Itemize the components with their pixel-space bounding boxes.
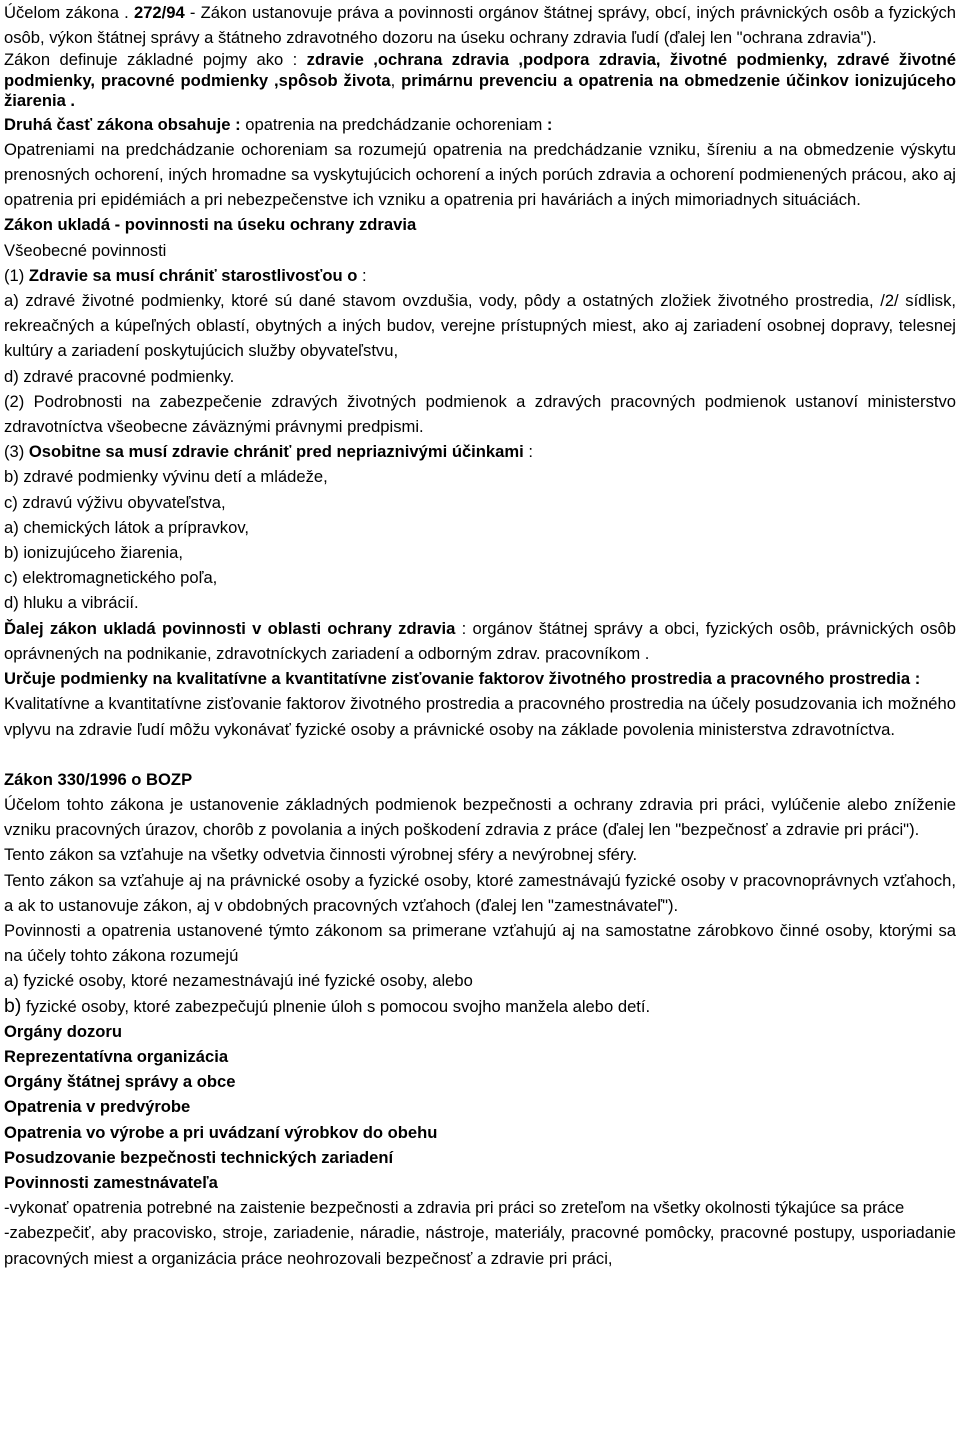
list-item: b) zdravé podmienky vývinu detí a mládeže, (4, 467, 328, 487)
second-part-colon: : (546, 114, 553, 134)
employer-duty-item: -vykonať opatrenia potrebné na zaistenie bezpečnosti a zdravia pri práci so zreteľom na všetky okolnosti týkajúce sa práce (4, 1198, 905, 1218)
general-duties-label: Všeobecné povinnosti (4, 240, 167, 260)
clause-3-number: (3) (4, 442, 29, 462)
zakon-272-purpose-paragraph (4, 0, 956, 50)
section-heading: Posudzovanie bezpečnosti technických zariadení (4, 1147, 394, 1167)
duties-heading: Zákon ukladá - povinnosti na úseku ochrany zdravia (4, 215, 417, 235)
section-heading: Orgány dozoru (4, 1021, 123, 1041)
conditions-heading: Určuje podmienky na kvalitatívne a kvantitatívne zisťovanie faktorov životného prostredia a pracovného prostredia : (4, 669, 921, 689)
blank-line (4, 742, 956, 767)
section-heading: Opatrenia v predvýrobe (4, 1097, 191, 1117)
clause-1-colon: : (357, 265, 367, 285)
health-protection-clause-1 (4, 263, 956, 288)
second-part-paragraph (4, 112, 956, 137)
further-duties-paragraph (4, 616, 956, 666)
bozp-self-employed-paragraph: Povinnosti a opatrenia ustanovené týmto zákonom sa primerane vzťahujú aj na samostatne zárobkovo činné osoby, ktorými sa na účely tohto zákona rozumejú (4, 920, 956, 966)
section-heading: Opatrenia vo výrobe a pri uvádzaní výrobkov do obehu (4, 1122, 438, 1142)
clause-1-number: (1) (4, 265, 29, 285)
zakon-330-heading: Zákon 330/1996 o BOZP (4, 769, 193, 789)
section-heading: Povinnosti zamestnávateľa (4, 1172, 218, 1192)
list-item: c) elektromagnetického poľa, (4, 568, 218, 588)
clause-1-bold-text: Zdravie sa musí chrániť starostlivosťou o (28, 265, 358, 285)
law-number-272-94: 272/94 (133, 3, 185, 22)
bozp-scope-paragraph: Tento zákon sa vzťahuje na všetky odvetvia činnosti výrobnej sféry a nevýrobnej sféry. (4, 845, 638, 865)
health-protection-clause-2: (2) Podrobnosti na zabezpečenie zdravých životných podmienok a zdravých pracovných podmienok ustanoví ministerstvo zdravotníctva všeobecne záväznými právnymi predpismi. (4, 391, 956, 437)
self-employed-item-b (4, 994, 956, 1019)
definitions-lead-text: Zákon definuje základné pojmy ako : (4, 50, 307, 70)
item-b-text: fyzické osoby, ktoré zabezpečujú plnenie úloh s pomocou svojho manžela alebo detí. (21, 996, 651, 1016)
clause-3-bold-text: Osobitne sa musí zdravie chrániť pred nepriaznivými účinkami (28, 442, 524, 462)
list-item: b) ionizujúceho žiarenia, (4, 543, 183, 563)
assessment-paragraph: Kvalitatívne a kvantitatívne zisťovanie faktorov životného prostredia a pracovného prostredia na účely posudzovania ich možného vplyvu na zdravie ľudí môžu vykonávať fyzické osoby a právnické osoby na základe povolenia ministerstva zdravotníctva. (4, 694, 956, 739)
further-duties-bold: Ďalej zákon ukladá povinnosti v oblasti ochrany zdravia (4, 618, 456, 638)
second-part-heading: Druhá časť zákona obsahuje : (4, 114, 241, 134)
clause-3-colon: : (523, 442, 533, 462)
employer-duty-item: -zabezpečiť, aby pracovisko, stroje, zariadenie, náradie, nástroje, materiály, pracovné pomôcky, pracovné postupy, usporiadanie pracovných miest a organizácia práce neohrozovali bezpečnosť a zdravie pri práci, (4, 1223, 956, 1268)
purpose-body-text: - Zákon ustanovuje práva a povinnosti orgánov štátnej správy, obcí, iných právnických osôb a fyzických osôb, výkon štátnej správy a štátneho zdravotného dozoru na úseku ochrany zdravia ľudí (ďalej len "ochrana zdravia"). (4, 3, 956, 48)
defined-terms-bold-2: primárnu prevenciu a opatrenia na obmedzenie účinkov ionizujúceho žiarenia . (4, 70, 956, 111)
prevention-measures-paragraph: Opatreniami na predchádzanie ochoreniam sa rozumejú opatrenia na predchádzanie vzniku, šíreniu a na obmedzenie výskytu prenosných ochorení, iných hromadne sa vyskytujúcich ochorení a iných porúch zdravia a ochorení podmienených prácou, ako aj opatrenia pri epidémiách a pri nebezpečenstve ich vzniku a opatrenia pri haváriách a iných mimoriadnych situáciách. (4, 139, 956, 210)
list-item: a) chemických látok a prípravkov, (4, 517, 250, 537)
further-duties-text: : orgánov štátnej správy a obci, fyzických osôb, právnických osôb oprávnených na podnikanie, zdravotníckych zariadení a odborným zdrav. pracovníkom . (4, 618, 957, 663)
defined-terms-bold: zdravie ,ochrana zdravia ,podpora zdravia, životné podmienky, zdravé životné podmienky, pracovné podmienky ,spôsob života (4, 50, 956, 90)
section-heading: Reprezentatívna organizácia (4, 1046, 229, 1066)
clause-1-item-d: d) zdravé pracovné podmienky. (4, 366, 235, 386)
clause-1-item-a: a) zdravé životné podmienky, ktoré sú dané stavom ovzdušia, vody, pôdy a ostatných zložiek životného prostredia, /2/ sídlisk, rekreačných a kúpeľných oblastí, obytných a iných budov, verejne prístupných miest, ako aj zariadení osobnej dopravy, telesnej kultúry a zariadení poskytujúcich služby obyvateľstvu, (4, 291, 956, 361)
section-heading: Orgány štátnej správy a obce (4, 1072, 236, 1092)
self-employed-item-a: a) fyzické osoby, ktoré nezamestnávajú iné fyzické osoby, alebo (4, 971, 473, 991)
list-item: c) zdravú výživu obyvateľstva, (4, 492, 226, 512)
list-item: d) hluku a vibrácií. (4, 593, 139, 613)
definitions-paragraph (4, 50, 956, 111)
item-b-marker: b) (4, 994, 22, 1017)
health-protection-clause-3 (4, 439, 956, 464)
bozp-purpose-paragraph: Účelom tohto zákona je ustanovenie základných podmienok bezpečnosti a ochrany zdravia pri práci, vylúčenie alebo zníženie vzniku pracovných úrazov, chorôb z povolania a iných poškodení zdravia z práce (ďalej len "bezpečnosť a zdravie pri práci"). (4, 794, 956, 840)
bozp-employer-paragraph: Tento zákon sa vzťahuje aj na právnické osoby a fyzické osoby, ktoré zamestnávajú fyzické osoby v pracovnoprávnych vzťahoch, a ak to ustanovuje zákon, aj v obdobných pracovných vzťahoch (ďalej len "zamestnávateľ"). (4, 870, 956, 915)
definitions-separator: , (390, 70, 402, 90)
second-part-text: opatrenia na predchádzanie ochoreniam (240, 114, 547, 134)
purpose-lead-text: Účelom zákona . (4, 3, 134, 22)
